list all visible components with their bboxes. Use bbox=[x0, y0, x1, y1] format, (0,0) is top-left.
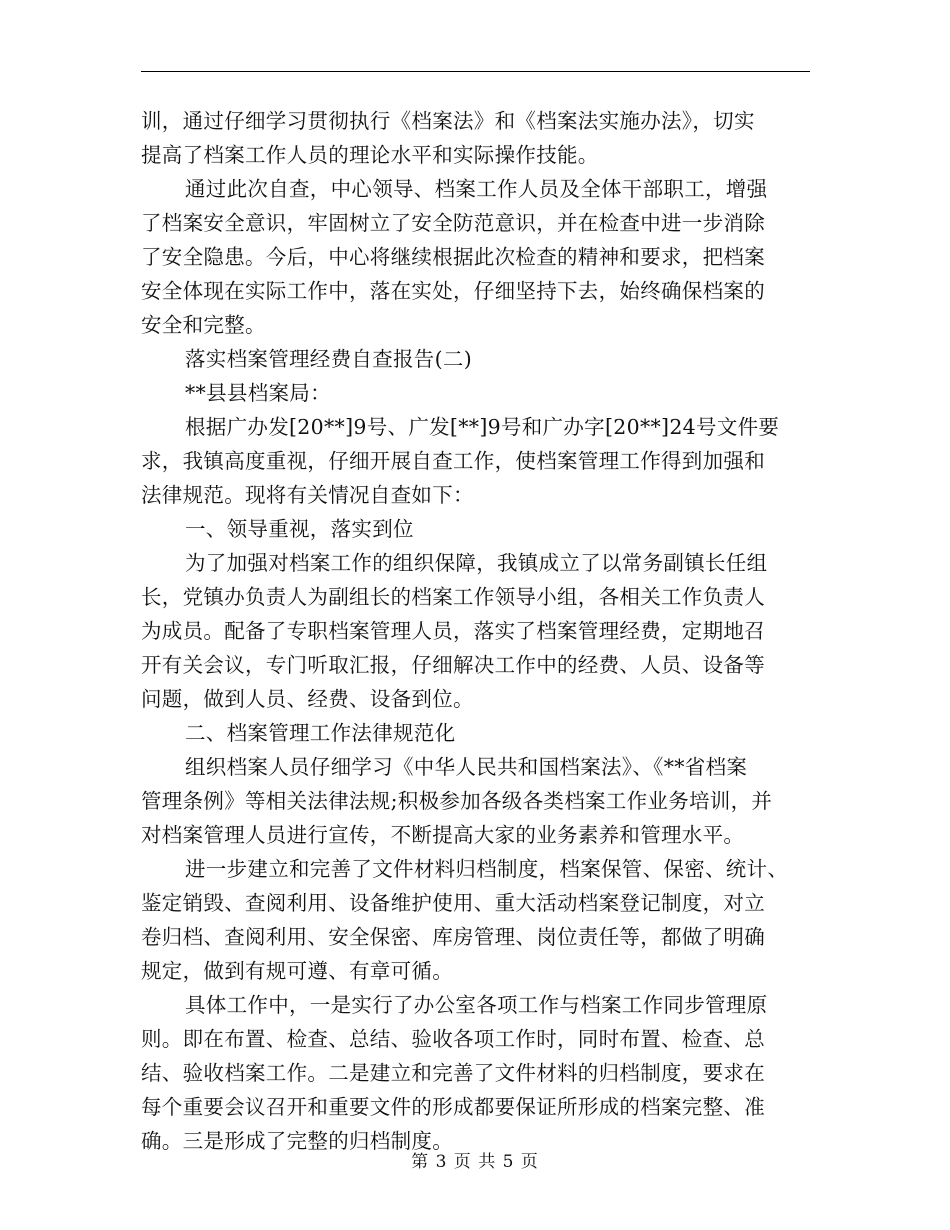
text-line: 管理条例》等相关法律法规;积极参加各级各类档案工作业务培训，并 bbox=[141, 789, 773, 813]
page-footer: 第 3 页 共 5 页 bbox=[411, 1152, 539, 1172]
text-line: 为成员。配备了专职档案管理人员，落实了档案管理经费，定期地召 bbox=[141, 619, 765, 643]
text-line: 组织档案人员仔细学习《中华人民共和国档案法》、《**省档案 bbox=[185, 755, 748, 779]
text-line: **县县档案局： bbox=[185, 381, 331, 405]
text-line: 求，我镇高度重视，仔细开展自查工作，使档案管理工作得到加强和 bbox=[141, 449, 765, 473]
text-line: 通过此次自查，中心领导、档案工作人员及全体干部职工，增强 bbox=[185, 177, 768, 201]
text-line: 安全和完整。 bbox=[141, 313, 266, 337]
text-line: 提高了档案工作人员的理论水平和实际操作技能。 bbox=[141, 143, 599, 167]
text-line: 了档案安全意识，牢固树立了安全防范意识，并在检查中进一步消除 bbox=[141, 211, 765, 235]
text-line: 则。即在布置、检查、总结、验收各项工作时，同时布置、检查、总 bbox=[141, 1027, 765, 1051]
text-line: 开有关会议，专门听取汇报，仔细解决工作中的经费、人员、设备等 bbox=[141, 653, 765, 677]
text-line: 对档案管理人员进行宣传，不断提高大家的业务素养和管理水平。 bbox=[141, 823, 745, 847]
text-line: 卷归档、查阅利用、安全保密、库房管理、岗位责任等，都做了明确 bbox=[141, 925, 765, 949]
document-body bbox=[141, 104, 813, 1158]
text-line: 法律规范。现将有关情况自查如下： bbox=[141, 483, 474, 507]
text-line: 一、领导重视，落实到位 bbox=[185, 517, 414, 541]
header-rule bbox=[141, 71, 810, 72]
text-line: 进一步建立和完善了文件材料归档制度，档案保管、保密、统计、 bbox=[185, 857, 789, 881]
text-line: 为了加强对档案工作的组织保障，我镇成立了以常务副镇长任组 bbox=[185, 551, 768, 575]
text-line: 训，通过仔细学习贯彻执行《档案法》和《档案法实施办法》，切实 bbox=[141, 109, 755, 133]
text-line: 了安全隐患。今后，中心将继续根据此次检查的精神和要求，把档案 bbox=[141, 245, 765, 269]
text-line: 问题，做到人员、经费、设备到位。 bbox=[141, 687, 474, 711]
text-line: 二、档案管理工作法律规范化 bbox=[185, 721, 456, 745]
text-line: 规定，做到有规可遵、有章可循。 bbox=[141, 959, 453, 983]
text-line: 具体工作中，一是实行了办公室各项工作与档案工作同步管理原 bbox=[185, 993, 768, 1017]
text-line: 确。三是形成了完整的归档制度。 bbox=[141, 1129, 453, 1153]
text-line: 每个重要会议召开和重要文件的形成都要保证所形成的档案完整、准 bbox=[141, 1095, 765, 1119]
text-line: 鉴定销毁、查阅利用、设备维护使用、重大活动档案登记制度，对立 bbox=[141, 891, 765, 915]
text-line: 落实档案管理经费自查报告(二) bbox=[185, 347, 472, 371]
text-line: 安全体现在实际工作中，落在实处，仔细坚持下去，始终确保档案的 bbox=[141, 279, 765, 303]
text-line: 根据广办发[20**]9号、广发[**]9号和广办字[20**]24号文件要 bbox=[185, 415, 780, 439]
text-line: 结、验收档案工作。二是建立和完善了文件材料的归档制度，要求在 bbox=[141, 1061, 765, 1085]
text-line: 长，党镇办负责人为副组长的档案工作领导小组，各相关工作负责人 bbox=[141, 585, 765, 609]
